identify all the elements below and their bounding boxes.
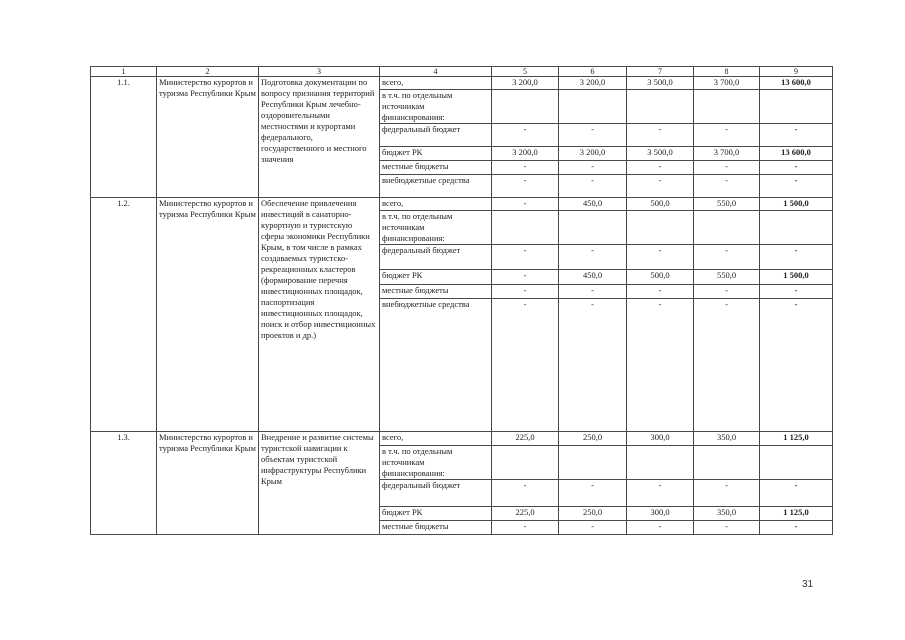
total-value: 13 600,0 bbox=[760, 77, 833, 90]
column-number-row bbox=[91, 67, 833, 77]
measure-description: Обеспечение привлечения инвестиций в санаторно-курортную и туристскую сферы экономики Республики Крым, в том числе в рамках создаваемых туристско-рекреационных кластеров (формирование перечня инвестиционных площадок, паспортизация инвестиционных площадок, поиск и отбор инвестиционных проектов и др.) bbox=[259, 198, 380, 432]
total-value: 1 125,0 bbox=[760, 432, 833, 446]
year-value: - bbox=[627, 161, 694, 175]
year-value bbox=[492, 211, 559, 245]
year-value bbox=[627, 211, 694, 245]
total-value bbox=[760, 90, 833, 124]
finance-table-sheet bbox=[90, 66, 832, 535]
year-value: - bbox=[559, 285, 627, 299]
header-cell: 2 bbox=[157, 67, 259, 77]
year-value bbox=[559, 90, 627, 124]
funding-source-label: местные бюджеты bbox=[380, 521, 492, 535]
year-value: - bbox=[627, 299, 694, 432]
year-value bbox=[694, 446, 760, 480]
year-value: - bbox=[559, 124, 627, 147]
year-value: - bbox=[559, 521, 627, 535]
year-value: 225,0 bbox=[492, 507, 559, 521]
total-value: - bbox=[760, 285, 833, 299]
year-value: - bbox=[492, 124, 559, 147]
year-value: - bbox=[627, 480, 694, 507]
header-cell: 8 bbox=[694, 67, 760, 77]
year-value: 450,0 bbox=[559, 270, 627, 285]
year-value: 350,0 bbox=[694, 507, 760, 521]
table-row bbox=[91, 77, 833, 90]
year-value: - bbox=[492, 299, 559, 432]
table-row bbox=[91, 432, 833, 446]
year-value: 250,0 bbox=[559, 432, 627, 446]
page-number: 31 bbox=[802, 579, 814, 590]
funding-source-label: в т.ч. по отдельным источникам финансирования: bbox=[380, 90, 492, 124]
year-value: - bbox=[559, 245, 627, 270]
year-value bbox=[492, 446, 559, 480]
year-value bbox=[694, 211, 760, 245]
funding-source-label: федеральный бюджет bbox=[380, 245, 492, 270]
funding-source-label: внебюджетные средства bbox=[380, 175, 492, 198]
funding-source-label: местные бюджеты bbox=[380, 285, 492, 299]
header-cell: 6 bbox=[559, 67, 627, 77]
year-value: - bbox=[492, 521, 559, 535]
year-value bbox=[559, 446, 627, 480]
year-value: - bbox=[694, 245, 760, 270]
year-value: 3 200,0 bbox=[492, 77, 559, 90]
year-value: 500,0 bbox=[627, 270, 694, 285]
item-number: 1.3. bbox=[91, 432, 157, 535]
year-value: - bbox=[694, 521, 760, 535]
year-value: 550,0 bbox=[694, 198, 760, 211]
total-value: 1 500,0 bbox=[760, 198, 833, 211]
year-value bbox=[559, 211, 627, 245]
total-value: - bbox=[760, 480, 833, 507]
total-value: 13 600,0 bbox=[760, 147, 833, 161]
header-cell: 3 bbox=[259, 67, 380, 77]
funding-source-label: федеральный бюджет bbox=[380, 480, 492, 507]
funding-source-label: бюджет РК bbox=[380, 507, 492, 521]
year-value: - bbox=[492, 198, 559, 211]
funding-source-label: бюджет РК bbox=[380, 270, 492, 285]
year-value: - bbox=[627, 124, 694, 147]
total-value: - bbox=[760, 161, 833, 175]
year-value bbox=[492, 90, 559, 124]
year-value bbox=[627, 446, 694, 480]
funding-source-label: в т.ч. по отдельным источникам финансирования: bbox=[380, 211, 492, 245]
item-number: 1.2. bbox=[91, 198, 157, 432]
year-value: - bbox=[627, 521, 694, 535]
header-cell: 5 bbox=[492, 67, 559, 77]
year-value: 225,0 bbox=[492, 432, 559, 446]
total-value: - bbox=[760, 299, 833, 432]
year-value: - bbox=[492, 285, 559, 299]
year-value: - bbox=[492, 480, 559, 507]
year-value: - bbox=[492, 270, 559, 285]
header-cell: 4 bbox=[380, 67, 492, 77]
year-value: - bbox=[694, 124, 760, 147]
total-value: - bbox=[760, 124, 833, 147]
year-value: - bbox=[559, 480, 627, 507]
year-value: 550,0 bbox=[694, 270, 760, 285]
header-cell: 1 bbox=[91, 67, 157, 77]
header-cell: 7 bbox=[627, 67, 694, 77]
year-value: 3 700,0 bbox=[694, 77, 760, 90]
year-value: 3 700,0 bbox=[694, 147, 760, 161]
year-value: - bbox=[627, 285, 694, 299]
year-value: - bbox=[559, 161, 627, 175]
funding-source-label: местные бюджеты bbox=[380, 161, 492, 175]
funding-source-label: всего, bbox=[380, 77, 492, 90]
funding-source-label: в т.ч. по отдельным источникам финансирования: bbox=[380, 446, 492, 480]
year-value: - bbox=[559, 175, 627, 198]
table-row bbox=[91, 198, 833, 211]
year-value: 450,0 bbox=[559, 198, 627, 211]
year-value: - bbox=[694, 480, 760, 507]
responsible-org: Министерство курортов и туризма Республики Крым bbox=[157, 198, 259, 432]
year-value: - bbox=[492, 245, 559, 270]
year-value: 3 200,0 bbox=[492, 147, 559, 161]
year-value: - bbox=[627, 245, 694, 270]
header-cell: 9 bbox=[760, 67, 833, 77]
year-value: 250,0 bbox=[559, 507, 627, 521]
year-value: - bbox=[492, 175, 559, 198]
year-value: 3 500,0 bbox=[627, 77, 694, 90]
year-value: 300,0 bbox=[627, 507, 694, 521]
year-value: - bbox=[492, 161, 559, 175]
year-value: - bbox=[627, 175, 694, 198]
total-value: 1 125,0 bbox=[760, 507, 833, 521]
year-value: 3 200,0 bbox=[559, 77, 627, 90]
funding-source-label: всего, bbox=[380, 432, 492, 446]
year-value: 350,0 bbox=[694, 432, 760, 446]
year-value: - bbox=[694, 285, 760, 299]
responsible-org: Министерство курортов и туризма Республики Крым bbox=[157, 432, 259, 535]
year-value: - bbox=[694, 299, 760, 432]
year-value bbox=[694, 90, 760, 124]
responsible-org: Министерство курортов и туризма Республики Крым bbox=[157, 77, 259, 198]
year-value: - bbox=[694, 175, 760, 198]
year-value: 3 500,0 bbox=[627, 147, 694, 161]
measure-description: Внедрение и развитие системы туристской навигации к объектам туристской инфраструктуры Республики Крым bbox=[259, 432, 380, 535]
funding-source-label: федеральный бюджет bbox=[380, 124, 492, 147]
total-value bbox=[760, 211, 833, 245]
funding-source-label: внебюджетные средства bbox=[380, 299, 492, 432]
year-value bbox=[627, 90, 694, 124]
total-value: - bbox=[760, 521, 833, 535]
year-value: - bbox=[694, 161, 760, 175]
finance-table bbox=[90, 66, 833, 535]
year-value: 500,0 bbox=[627, 198, 694, 211]
total-value: 1 500,0 bbox=[760, 270, 833, 285]
total-value: - bbox=[760, 245, 833, 270]
funding-source-label: всего, bbox=[380, 198, 492, 211]
total-value bbox=[760, 446, 833, 480]
year-value: - bbox=[559, 299, 627, 432]
year-value: 3 200,0 bbox=[559, 147, 627, 161]
measure-description: Подготовка документации по вопросу признания территорий Республики Крым лечебно-оздоровительными местностями и курортами федерального, государственного и местного значения bbox=[259, 77, 380, 198]
item-number: 1.1. bbox=[91, 77, 157, 198]
year-value: 300,0 bbox=[627, 432, 694, 446]
funding-source-label: бюджет РК bbox=[380, 147, 492, 161]
total-value: - bbox=[760, 175, 833, 198]
